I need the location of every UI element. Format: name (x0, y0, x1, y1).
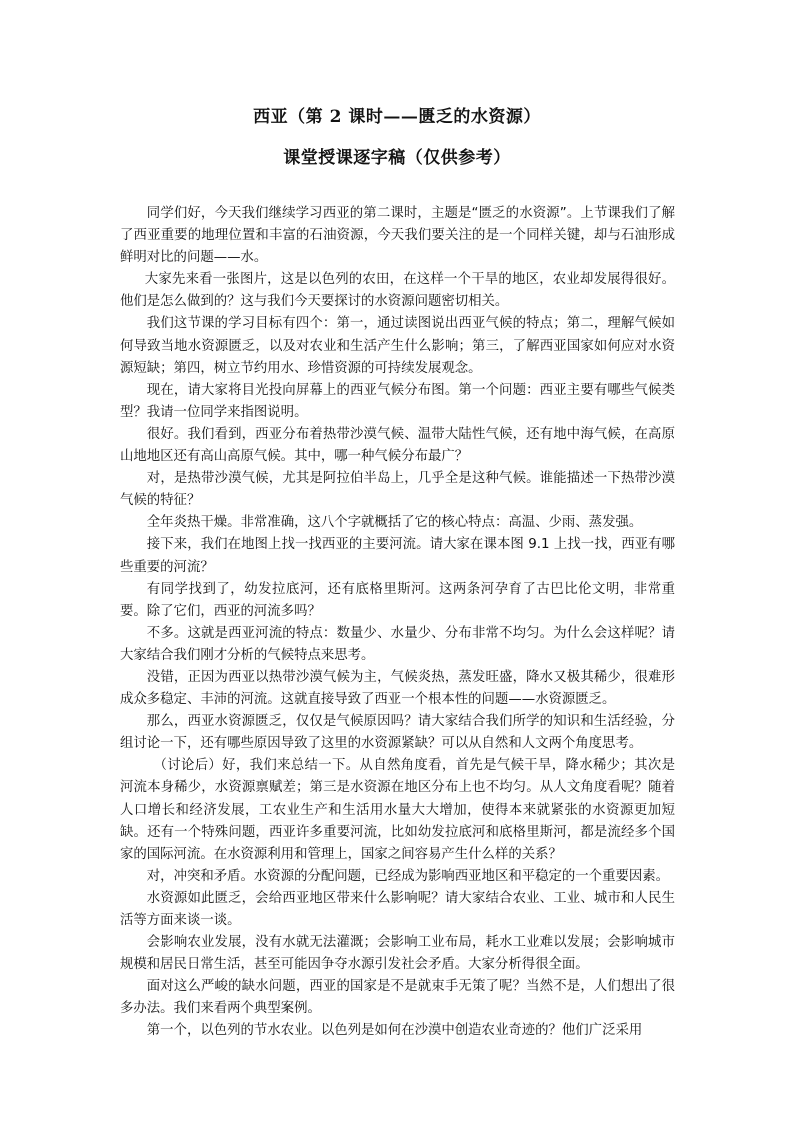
paragraph: 没错，正因为西亚以热带沙漠气候为主，气候炎热，蒸发旺盛，降水又极其稀少，很难形成众多稳定、丰沛的河流。这就直接导致了西亚一个根本性的问题——水资源匮乏。 (120, 669, 675, 708)
paragraph: 对，冲突和矛盾。水资源的分配问题，已经成为影响西亚地区和平稳定的一个重要因素。 (146, 868, 670, 884)
document-title: 西亚（第 2 课时——匮乏的水资源） (253, 107, 541, 127)
paragraph: 很好。我们看到，西亚分布着热带沙漠气候、温带大陆性气候，还有地中海气候，在高原山地地区还有高山高原气候。其中，哪一种气候分布最广？ (120, 426, 675, 465)
paragraph: 面对这么严峻的缺水问题，西亚的国家是不是就束手无策了呢？当然不是，人们想出了很多办法。我们来看两个典型案例。 (120, 979, 675, 1017)
paragraph: 第一个，以色列的节水农业。以色列是如何在沙漠中创造农业奇迹的？他们广泛采用 (146, 1023, 643, 1039)
document-subtitle: 课堂授课逐字稿（仅供参考） (283, 148, 511, 168)
paragraph: 会影响农业发展，没有水就无法灌溉；会影响工业布局，耗水工业难以发展；会影响城市规模和居民日常生活，甚至可能因争夺水源引发社会矛盾。大家分析得很全面。 (120, 935, 675, 973)
paragraph: 那么，西亚水资源匮乏，仅仅是气候原因吗？请大家结合我们所学的知识和生活经验，分组讨论一下，还有哪些原因导致了这里的水资源紧缺？可以从自然和人文两个角度思考。 (120, 714, 675, 752)
document-body (120, 203, 675, 1043)
paragraph: 现在，请大家将目光投向屏幕上的西亚气候分布图。第一个问题：西亚主要有哪些气候类型？我请一位同学来指图说明。 (120, 382, 675, 420)
paragraph: 对，是热带沙漠气候，尤其是阿拉伯半岛上，几乎全是这种气候。谁能描述一下热带沙漠气候的特征？ (120, 471, 675, 509)
paragraph: 全年炎热干燥。非常准确，这八个字就概括了它的核心特点：高温、少雨、蒸发强。 (146, 515, 643, 531)
paragraph: 有同学找到了，幼发拉底河，还有底格里斯河。这两条河孕育了古巴比伦文明，非常重要。除了它们，西亚的河流多吗？ (120, 581, 675, 619)
paragraph: 水资源如此匮乏，会给西亚地区带来什么影响呢？请大家结合农业、工业、城市和人民生活等方面来谈一谈。 (120, 890, 675, 928)
paragraph: 我们这节课的学习目标有四个：第一，通过读图说出西亚气候的特点；第二，理解气候如何导致当地水资源匮乏，以及对农业和生活产生什么影响；第三，了解西亚国家如何应对水资源短缺；第四，树立节约用水、珍惜资源的可持续发展观念。 (120, 316, 675, 376)
paragraph: 大家先来看一张图片，这是以色列的农田，在这样一个干旱的地区，农业却发展得很好。他们是怎么做到的？这与我们今天要探讨的水资源问题密切相关。 (120, 272, 675, 310)
paragraph: 接下来，我们在地图上找一找西亚的主要河流。请大家在课本图 9.1 上找一找，西亚有哪些重要的河流？ (120, 537, 675, 575)
paragraph: （讨论后）好，我们来总结一下。从自然角度看，首先是气候干旱，降水稀少；其次是河流本身稀少，水资源禀赋差；第三是水资源在地区分布上也不均匀。从人文角度看呢？随着人口增长和经济发展，工农业生产和生活用水量大大增加，使得本来就紧张的水资源更加短缺。还有一个特殊问题，西亚许多重要河流，比如幼发拉底河和底格里斯河，都是流经多个国家的国际河流。在水资源利用和管理上，国家之间容易产生什么样的关系？ (120, 758, 675, 862)
paragraph: 同学们好，今天我们继续学习西亚的第二课时，主题是“匮乏的水资源”。上节课我们了解了西亚重要的地理位置和丰富的石油资源，今天我们要关注的是一个同样关键，却与石油形成鲜明对比的问题——水。 (120, 206, 675, 266)
paragraph: 不多。这就是西亚河流的特点：数量少、水量少、分布非常不均匀。为什么会这样呢？请大家结合我们刚才分析的气候特点来思考。 (120, 625, 675, 663)
